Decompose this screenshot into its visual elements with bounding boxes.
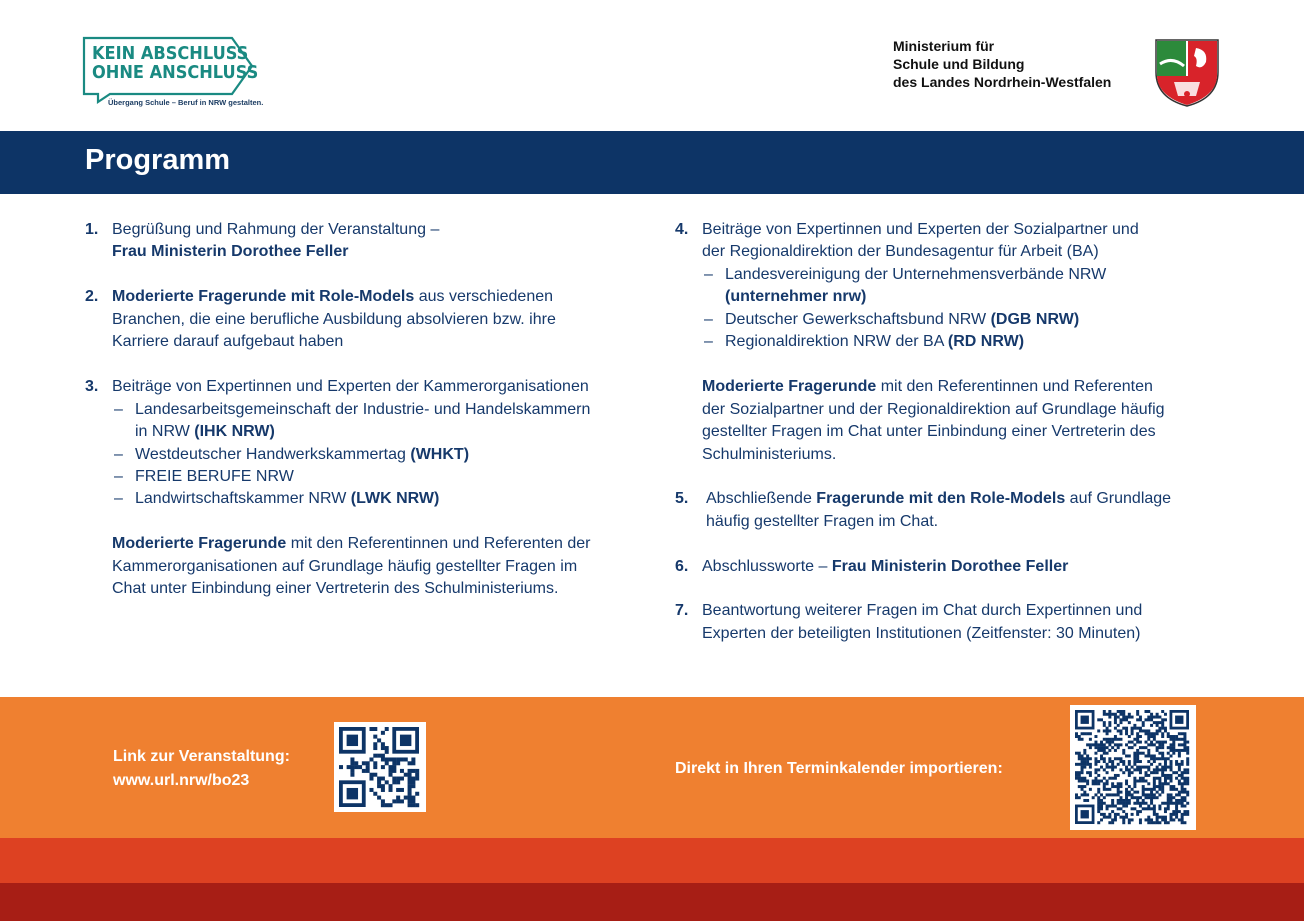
footer-red-stripe — [0, 838, 1304, 883]
event-link-label: Link zur Veranstaltung: — [113, 748, 290, 765]
ministry-line-3: des Landes Nordrhein-Westfalen — [893, 74, 1112, 90]
item-6-pre: Abschlussworte – — [702, 558, 832, 575]
kein-abschluss-logo — [82, 36, 262, 112]
item-3-dash-4: – — [114, 490, 123, 507]
item-3-mod-line-1 — [112, 533, 590, 556]
item-3-sub-1b-abbr: (IHK NRW) — [194, 423, 275, 440]
item-3-dash-2: – — [114, 446, 123, 463]
item-3-mod-title: Moderierte Fragerunde — [112, 535, 287, 552]
item-5-line-1-rest: auf Grundlage — [1065, 490, 1172, 507]
item-3-sub-4-abbr: (LWK NRW) — [350, 490, 440, 507]
item-3-number: 3. — [85, 378, 99, 395]
ministry-name — [893, 37, 1111, 91]
item-2-title: Moderierte Fragerunde mit Role-Models — [112, 288, 415, 305]
item-2-line-1 — [112, 286, 553, 309]
item-4-dash-1: – — [704, 266, 713, 283]
item-5-line-1 — [706, 488, 1171, 511]
ministry-line-1: Ministerium für — [893, 38, 995, 54]
logo-subline: Übergang Schule – Beruf in NRW gestalten. — [108, 98, 264, 107]
item-4-sub-2-text: Deutscher Gewerkschaftsbund NRW — [725, 311, 991, 328]
nrw-coat-of-arms-icon — [1152, 36, 1222, 113]
item-4-dash-3: – — [704, 333, 713, 350]
item-3-mod-line-3: Chat unter Einbindung einer Vertreterin des Schulministeriums. — [112, 580, 559, 597]
item-2-line-2: Branchen, die eine berufliche Ausbildung absolvieren bzw. ihre — [112, 311, 556, 328]
item-4-sub-3 — [725, 331, 1024, 354]
item-1-line-1: Begrüßung und Rahmung der Veranstaltung – — [112, 221, 440, 238]
item-4-number: 4. — [675, 221, 689, 238]
item-1-number: 1. — [85, 221, 99, 238]
item-7-number: 7. — [675, 602, 689, 619]
item-3-sub-2 — [135, 444, 469, 467]
item-4-line-2: der Regionaldirektion der Bundesagentur für Arbeit (BA) — [702, 243, 1099, 260]
item-4-sub-1b — [725, 286, 866, 309]
item-4-sub-3-abbr: (RD NRW) — [947, 333, 1025, 350]
item-3-sub-1b — [135, 421, 275, 444]
qr-code-icon[interactable] — [334, 722, 426, 812]
item-6-line — [702, 556, 1068, 579]
item-5-line-1-pre: Abschließende — [706, 490, 817, 507]
page-title: Programm — [85, 144, 231, 176]
qr-code-icon[interactable] — [1070, 705, 1196, 830]
item-4-line-1: Beiträge von Expertinnen und Experten der Sozialpartner und — [702, 221, 1139, 238]
item-3-mod-line-2: Kammerorganisationen auf Grundlage häufig gestellter Fragen im — [112, 558, 578, 575]
item-2-line-1-rest: aus verschiedenen — [414, 288, 554, 305]
item-4-mod-line-4: Schulministeriums. — [702, 446, 837, 463]
calendar-import-label: Direkt in Ihren Terminkalender importieren: — [675, 760, 1003, 777]
item-6-speaker: Frau Ministerin Dorothee Feller — [831, 558, 1069, 575]
logo-line-1: KEIN ABSCHLUSS — [92, 43, 249, 64]
item-3-sub-2-text: Westdeutscher Handwerkskammertag — [135, 446, 411, 463]
item-4-sub-3-text: Regionaldirektion NRW der BA — [725, 333, 948, 350]
item-4-mod-line-1-rest: mit den Referentinnen und Referenten — [876, 378, 1153, 395]
footer-dark-red-stripe — [0, 883, 1304, 921]
item-4-sub-1a: Landesvereinigung der Unternehmensverbände NRW — [725, 266, 1107, 283]
item-5-number: 5. — [675, 490, 689, 507]
item-4-sub-2 — [725, 309, 1079, 332]
item-4-mod-line-1 — [702, 376, 1153, 399]
item-3-line-1: Beiträge von Expertinnen und Experten der Kammerorganisationen — [112, 378, 589, 395]
item-1-speaker: Frau Ministerin Dorothee Feller — [112, 243, 349, 260]
item-5-title: Fragerunde mit den Role-Models — [816, 490, 1066, 507]
item-4-sub-1b-abbr: (unternehmer nrw) — [725, 288, 867, 305]
item-2-line-3: Karriere darauf aufgebaut haben — [112, 333, 344, 350]
item-2-number: 2. — [85, 288, 99, 305]
ministry-line-2: Schule und Bildung — [893, 56, 1025, 72]
item-3-sub-3: FREIE BERUFE NRW — [135, 468, 294, 485]
item-7-line-1: Beantwortung weiterer Fragen im Chat durch Expertinnen und — [702, 602, 1143, 619]
item-4-mod-title: Moderierte Fragerunde — [702, 378, 877, 395]
item-3-sub-2-abbr: (WHKT) — [410, 446, 470, 463]
item-4-mod-line-3: gestellter Fragen im Chat unter Einbindung einer Vertreterin des — [702, 423, 1156, 440]
item-4-mod-line-2: der Sozialpartner und der Regionaldirektion auf Grundlage häufig — [702, 401, 1165, 418]
item-4-dash-2: – — [704, 311, 713, 328]
logo-line-2: OHNE ANSCHLUSS — [92, 62, 259, 83]
item-1-line-2 — [112, 241, 348, 264]
item-3-sub-1b-text: in NRW — [135, 423, 195, 440]
item-3-sub-1a: Landesarbeitsgemeinschaft der Industrie- und Handelskammern — [135, 401, 591, 418]
item-5-line-2: häufig gestellter Fragen im Chat. — [706, 513, 939, 530]
item-3-dash-3: – — [114, 468, 123, 485]
item-4-sub-2-abbr: (DGB NRW) — [990, 311, 1080, 328]
item-6-number: 6. — [675, 558, 689, 575]
item-7-line-2: Experten der beteiligten Institutionen (Zeitfenster: 30 Minuten) — [702, 625, 1141, 642]
item-3-mod-line-1-rest: mit den Referentinnen und Referenten der — [286, 535, 591, 552]
item-3-dash-1: – — [114, 401, 123, 418]
event-link-url[interactable]: www.url.nrw/bo23 — [113, 772, 250, 789]
item-3-sub-4-text: Landwirtschaftskammer NRW — [135, 490, 351, 507]
item-3-sub-4 — [135, 488, 439, 511]
